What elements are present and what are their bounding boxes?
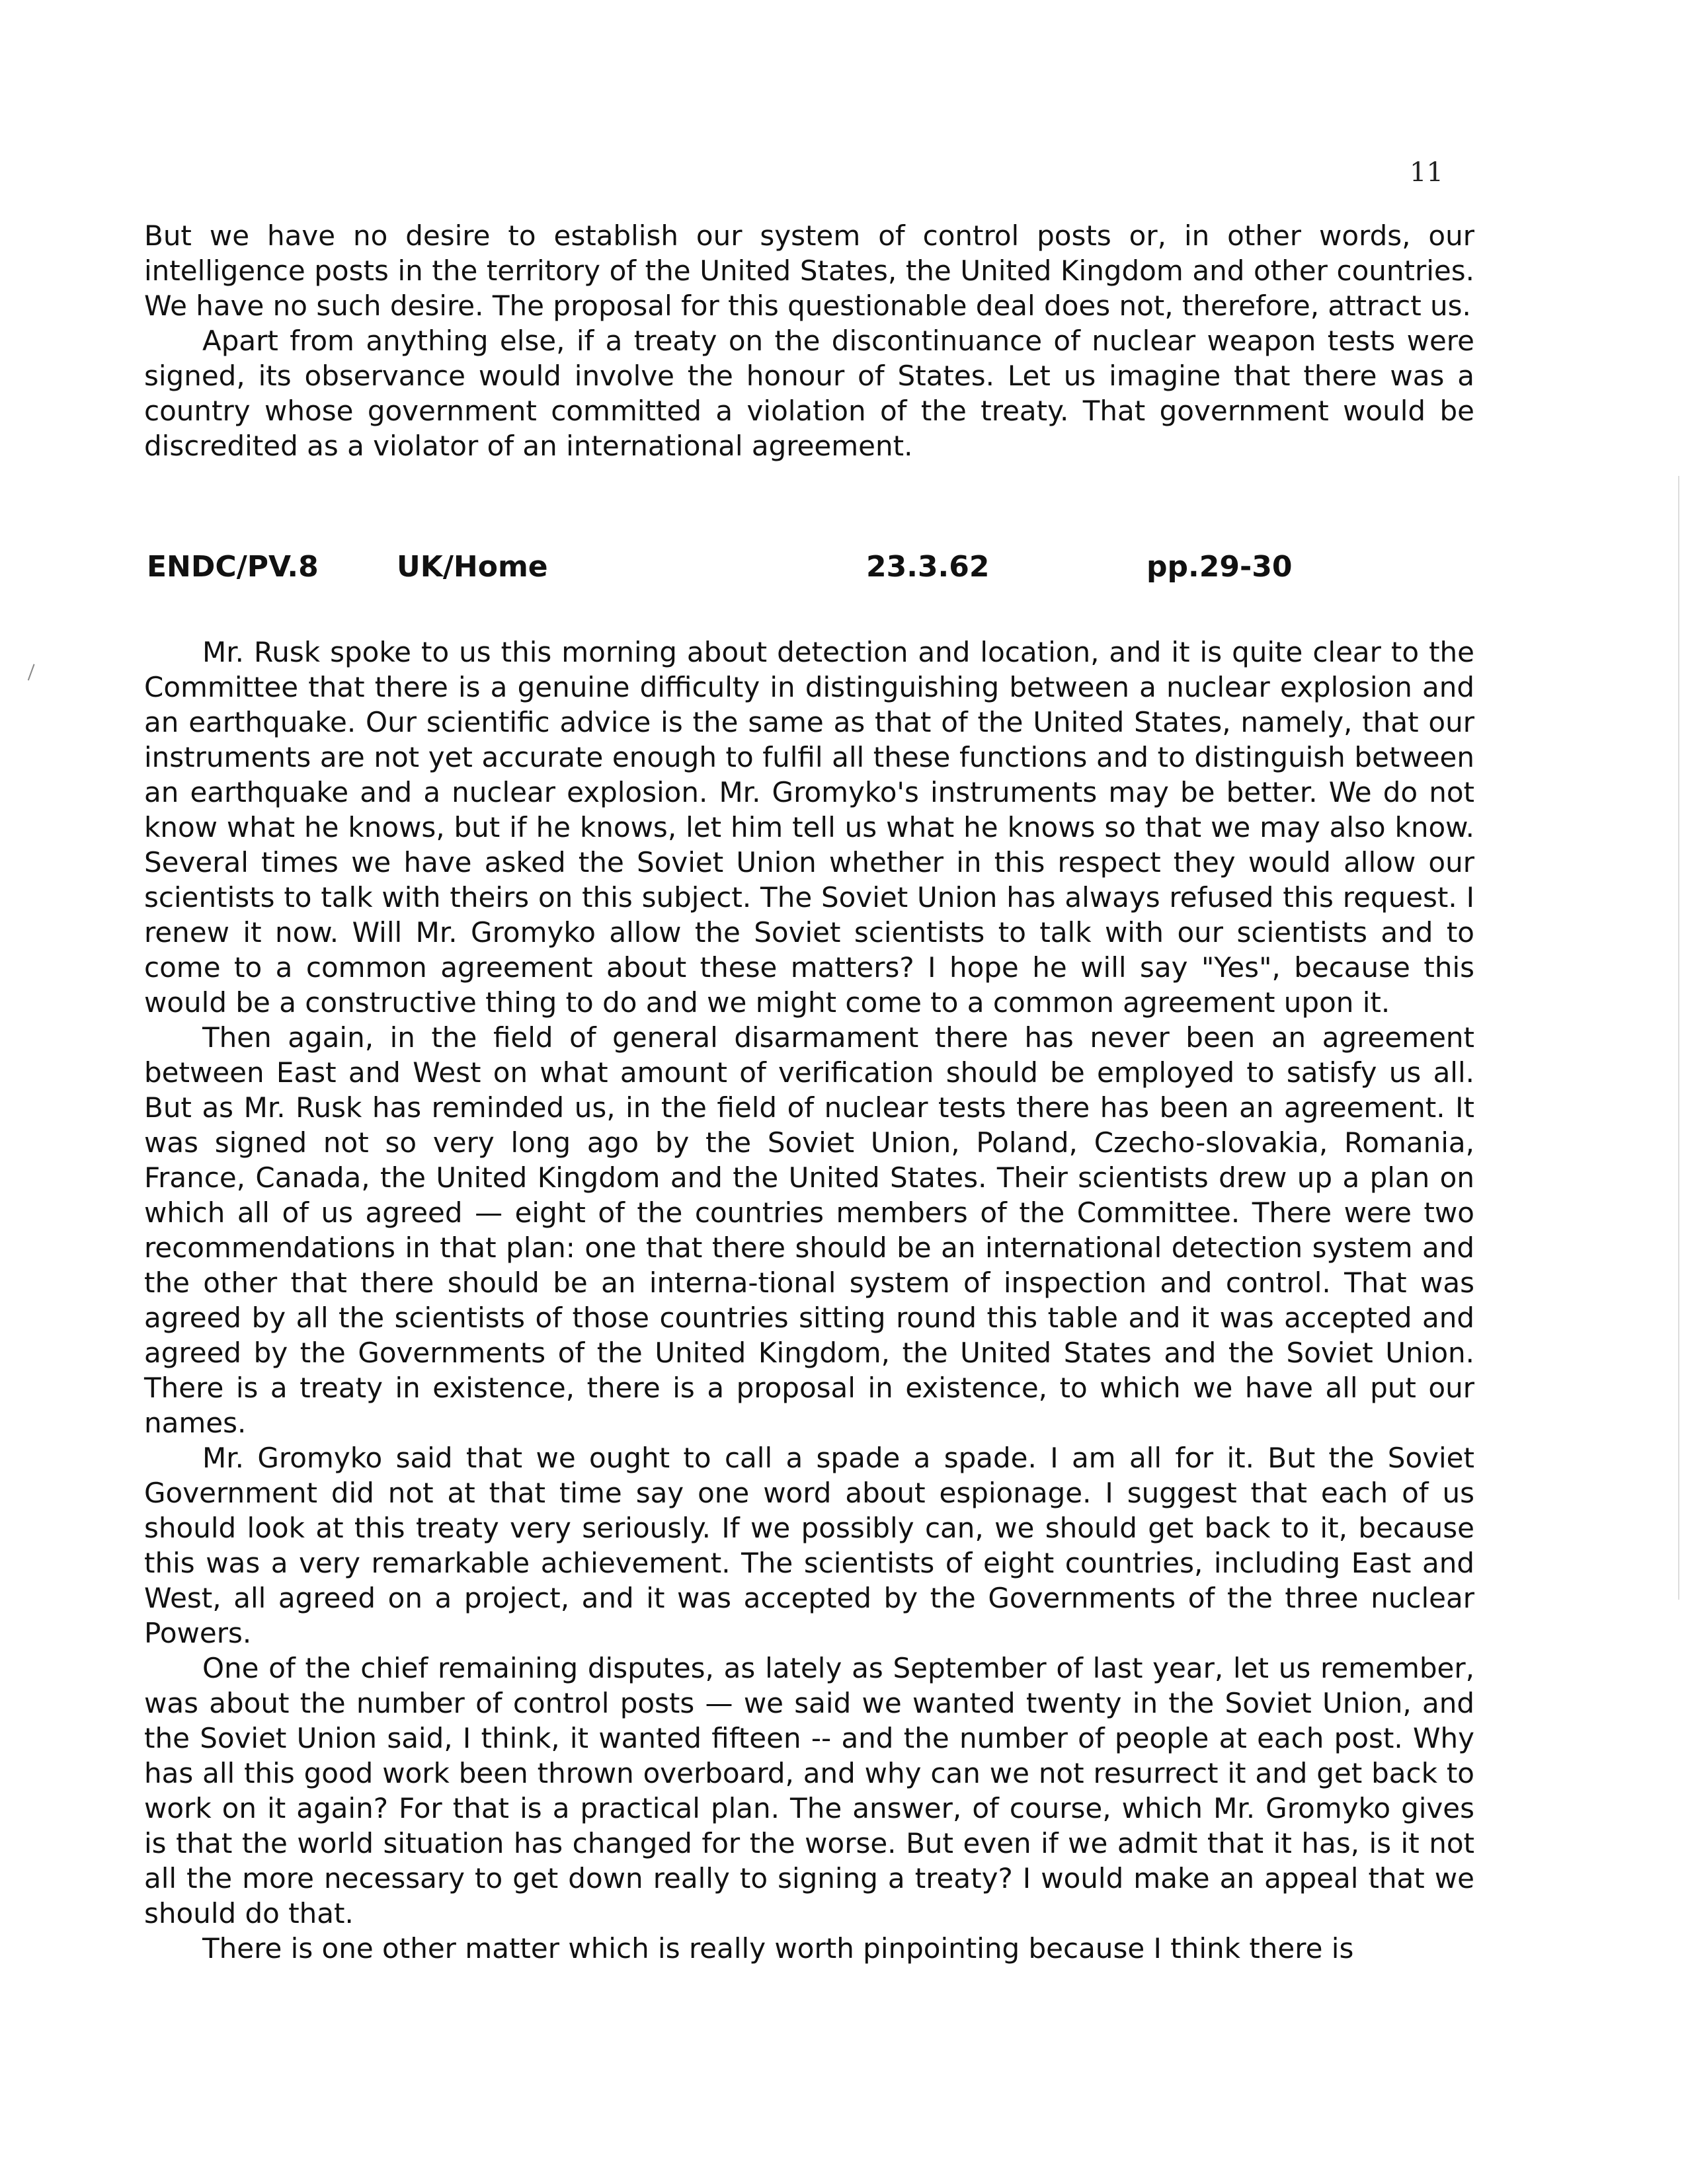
paragraph: There is one other matter which is really worth pinpointing because I think there is [202,1932,1354,1965]
paragraph: Mr. Gromyko said that we ought to call a spade a spade. I am all for it. But the Soviet Government did not at that time say one word about espionage. I suggest that each of us should look at this treaty very seriously. If we possibly can, we should get back to it, because this was a very remarkable achievement. The scientists of eight countries, including East and West, all agreed on a project, and it was accepted by the Governments of the three nuclear Powers. [144,1442,1474,1649]
continued-statement [144,218,1474,463]
paragraph: Apart from anything else, if a treaty on the discontinuance of nuclear weapon tests were signed, its observance would involve the honour of States. Let us imagine that there was a country whose government committed a violation of the treaty. That government would be discredited as a violator of an international agreement. [144,325,1474,462]
statement-body [144,635,1474,1966]
page-range: pp.29-30 [1146,550,1293,584]
paragraph: Then again, in the field of general disarmament there has never been an agreement between East and West on what amount of verification should be employed to satisfy us all. But as Mr. Rusk has reminded us, in the field of nuclear tests there has been an agreement. It was signed not so very long ago by the Soviet Union, Poland, Czecho-slovakia, Romania, France, Canada, the United Kingdom and the United States. Their scientists drew up a plan on which all of us agreed — eight of the countries members of the Committee. There were two recommendations in that plan: one that there should be an international detection system and the other that there should be an interna-tional system of inspection and control. That was agreed by all the scientists of those countries sitting round this table and it was accepted and agreed by the Governments of the United Kingdom, the United States and the Soviet Union. There is a treaty in existence, there is a proposal in existence, to which we have all put our names. [144,1021,1474,1439]
paragraph: Mr. Rusk spoke to us this morning about detection and location, and it is quite clear to the Committee that there is a genuine difficulty in distinguishing between a nuclear explosion and an earthquake. Our scientific advice is the same as that of the United States, namely, that our instruments are not yet accurate enough to fulfil all these functions and to distinguish between an earthquake and a nuclear explosion. Mr. Gromyko's instruments may be better. We do not know what he knows, but if he knows, let him tell us what he knows so that we may also know. Several times we have asked the Soviet Union whether in this respect they would allow our scientists to talk with theirs on this subject. The Soviet Union has always refused this request. I renew it now. Will Mr. Gromyko allow the Soviet scientists to talk with our scientists and to come to a common agreement about these matters? I hope he will say "Yes", because this would be a constructive thing to do and we might come to a common agreement upon it. [144,636,1474,1019]
paragraph: But we have no desire to establish our system of control posts or, in other words, our intelligence posts in the territory of the United States, the United Kingdom and other countries. We have no such desire. The proposal for this questionable deal does not, therefore, attract us. [144,219,1474,322]
meeting-date: 23.3.62 [866,550,990,584]
page-number: 11 [1410,157,1443,188]
margin-mark [28,664,38,682]
speaker-label: UK/Home [397,550,548,584]
paragraph: One of the chief remaining disputes, as lately as September of last year, let us remember, was about the number of control posts — we said we wanted twenty in the Soviet Union, and the Soviet Union said, I think, it wanted fifteen -- and the number of people at each post. Why has all this good work been thrown overboard, and why can we not resurrect it and get back to work on it again? For that is a practical plan. The answer, of course, which Mr. Gromyko gives is that the world situation has changed for the worse. But even if we admit that it has, is it not all the more necessary to get down really to signing a treaty? I would make an appeal that we should do that. [144,1652,1474,1930]
document-code: ENDC/PV.8 [147,550,319,584]
scan-edge [1678,476,1679,1600]
